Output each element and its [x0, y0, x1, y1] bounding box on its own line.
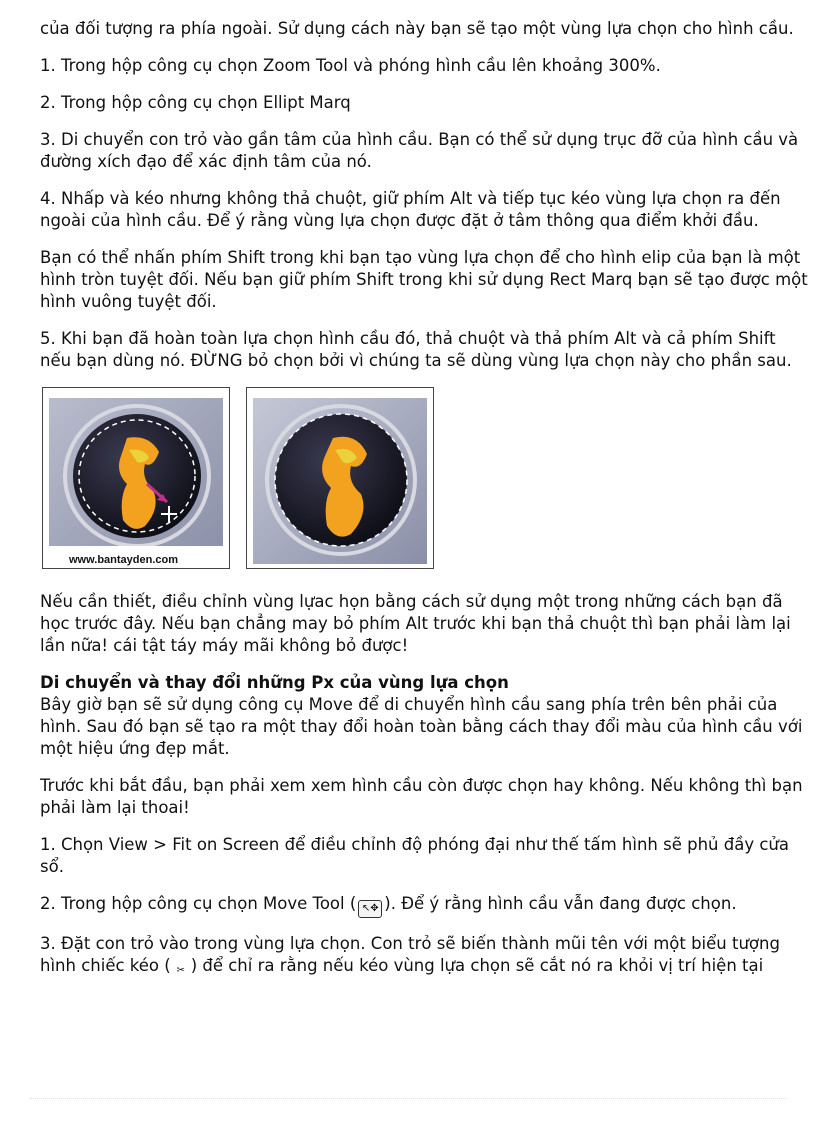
- adjust-note: Nếu cần thiết, điều chỉnh vùng lựac họn bằng cách sử dụng một trong những cách bạn đã học trước đây. Nếu bạn chẳng may bỏ phím Alt trước khi bạn thả chuột thì bạn phải làm lại lần nữa! cái tật táy máy mãi không bỏ được!: [40, 592, 791, 655]
- step-fit-screen: 1. Chọn View > Fit on Screen để điều chỉnh độ phóng đại như thế tấm hình sẽ phủ đầy cửa sổ.: [40, 835, 789, 876]
- step-cursor: 3. Di chuyển con trỏ vào gần tâm của hình cầu. Bạn có thể sử dụng trục đỡ của hình cầu và đường xích đạo để xác định tâm của nó.: [40, 130, 799, 171]
- step-move-tool: [40, 893, 810, 918]
- watermark: www.bantayden.com: [65, 554, 182, 566]
- step-zoom: 1. Trong hộp công cụ chọn Zoom Tool và phóng hình cầu lên khoảng 300%.: [40, 56, 661, 75]
- globe-figure-selected: [246, 387, 434, 569]
- step-scissors-text-a: 3. Đặt con trỏ vào trong vùng lựa chọn. Con trỏ sẽ biến thành mũi tên với một biểu tượng hình chiếc kéo (: [40, 934, 780, 975]
- scissors-cursor-icon: ✂: [176, 965, 185, 976]
- step-drag: 4. Nhấp và kéo nhưng không thả chuột, giữ phím Alt và tiếp tục kéo vùng lựa chọn ra đến ngoài của hình cầu. Để ý rằng vùng lựa chọn được đặt ở tâm thông qua điểm khởi đầu.: [40, 189, 781, 230]
- check-selection: Trước khi bắt đầu, bạn phải xem xem hình cầu còn được chọn hay không. Nếu không thì bạn phải làm lại thoai!: [40, 776, 803, 817]
- step-scissors-text-b: ) để chỉ ra rằng nếu kéo vùng lựa chọn sẽ cắt nó ra khỏi vị trí hiện tại: [190, 956, 764, 975]
- section-heading: Di chuyển và thay đổi những Px của vùng lựa chọn: [40, 673, 509, 692]
- step-move-text-a: 2. Trong hộp công cụ chọn Move Tool (: [40, 894, 357, 913]
- step-scissors: [40, 933, 810, 979]
- globe-figure-selecting: [42, 387, 230, 569]
- step-release: 5. Khi bạn đã hoàn toàn lựa chọn hình cầu đó, thả chuột và thả phím Alt và cả phím Shift nếu bạn dùng nó. ĐỪNG bỏ chọn bởi vì chúng ta sẽ dùng vùng lựa chọn này cho phần sau.: [40, 329, 792, 370]
- globe-image: [49, 398, 223, 564]
- shift-note: Bạn có thể nhấn phím Shift trong khi bạn tạo vùng lựa chọn để cho hình elip của bạn là một hình tròn tuyệt đối. Nếu bạn giữ phím Shift trong khi sử dụng Rect Marq bạn sẽ tạo được một hình vuông tuyệt đối.: [40, 248, 808, 311]
- document-page: [40, 18, 810, 979]
- globe-image: [253, 398, 427, 564]
- step-ellipse: 2. Trong hộp công cụ chọn Ellipt Marq: [40, 93, 351, 112]
- paragraph: của đối tượng ra phía ngoài. Sử dụng cách này bạn sẽ tạo một vùng lựa chọn cho hình cầu.: [40, 19, 794, 38]
- move-tool-icon: ↖✥: [358, 900, 382, 918]
- figure-row: [42, 387, 810, 569]
- step-move-text-b: ). Để ý rằng hình cầu vẫn đang được chọn.: [384, 894, 737, 913]
- page-bottom-rule: [30, 1098, 786, 1099]
- section-intro: Bây giờ bạn sẽ sử dụng công cụ Move để di chuyển hình cầu sang phía trên bên phải của hình. Sau đó bạn sẽ tạo ra một thay đổi hoàn toàn bằng cách thay đổi màu của hình cầu với một hiệu ứng đẹp mắt.: [40, 695, 803, 758]
